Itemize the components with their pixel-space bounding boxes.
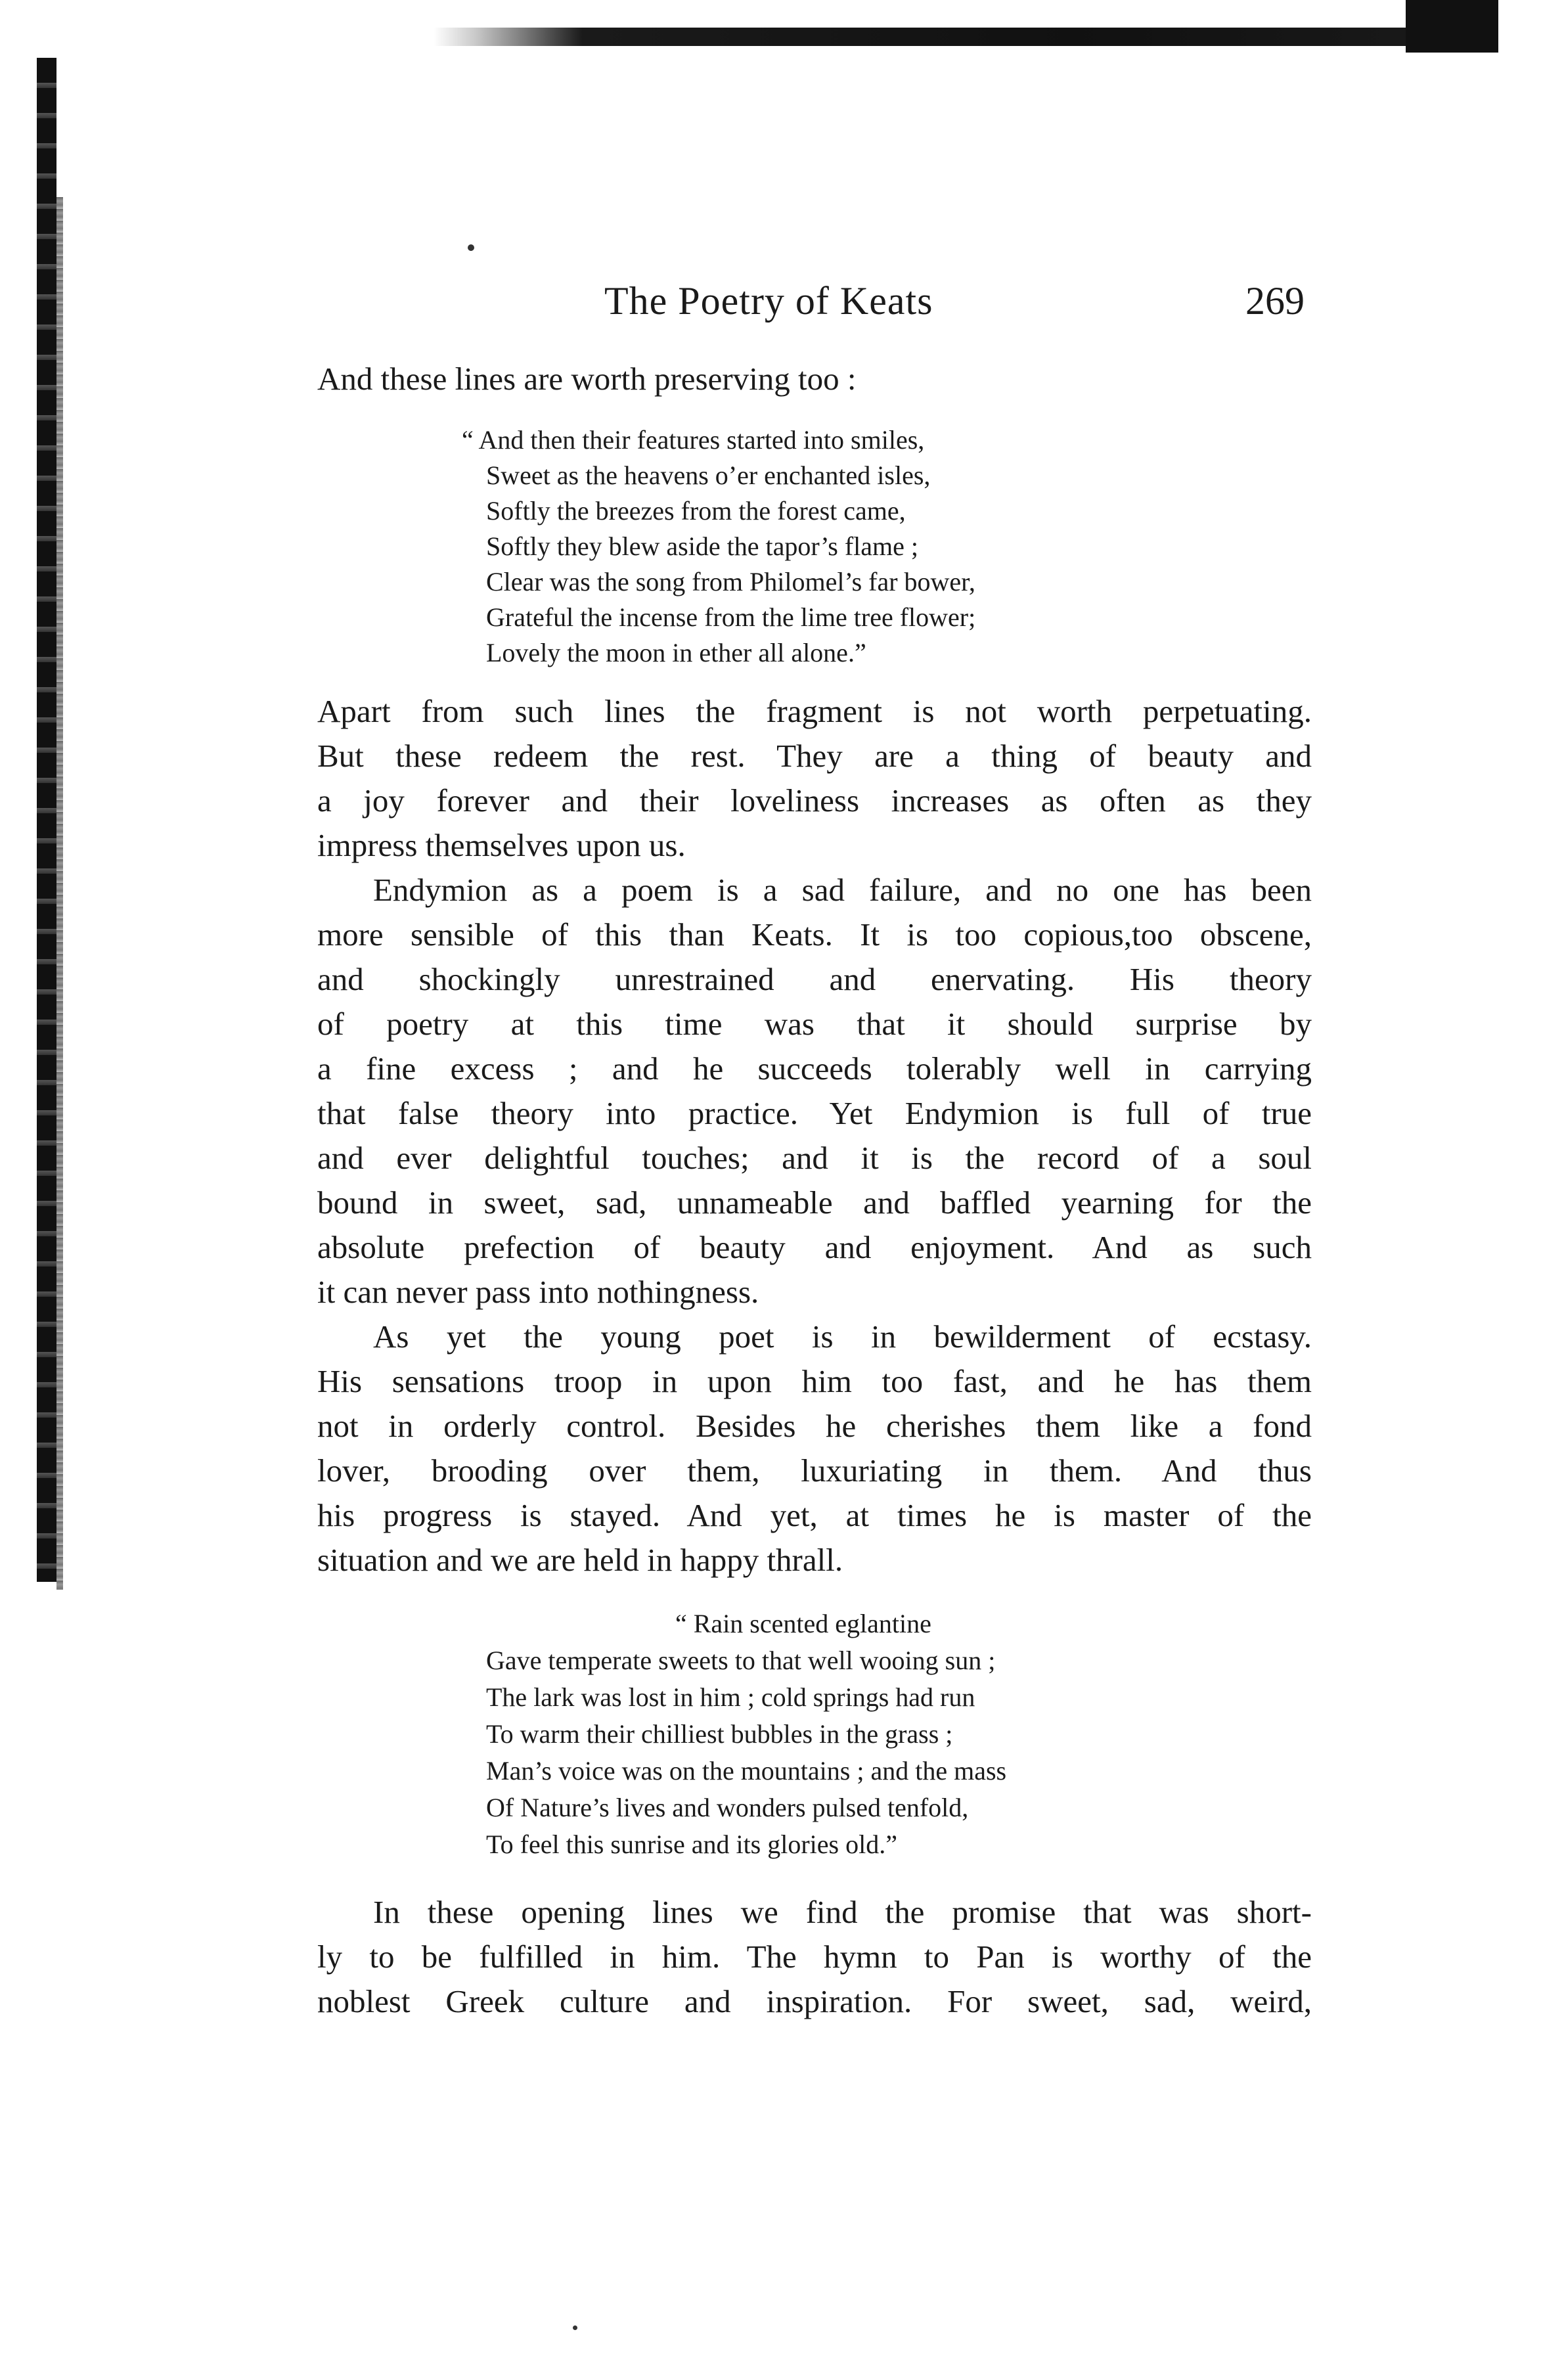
verse-line: Gave temperate sweets to that well wooing sun ; [486, 1646, 996, 1675]
paragraph-line: lover, brooding over them, luxuriating in them. And thus [317, 1452, 1312, 1489]
verse-line: Man’s voice was on the mountains ; and the mass [486, 1756, 1007, 1785]
paragraph-line: it can never pass into nothingness. [317, 1274, 759, 1310]
page-number: 269 [1245, 279, 1305, 323]
speck-mark [573, 2325, 577, 2330]
left-scan-edge [37, 58, 56, 1582]
paragraph-line: absolute prefection of beauty and enjoyment. And as such [317, 1229, 1312, 1265]
paragraph-line: bound in sweet, sad, unnameable and baffled yearning for the [317, 1184, 1312, 1221]
paragraph-line: In these opening lines we find the promise that was short- [373, 1894, 1312, 1930]
paragraph-line: and ever delightful touches; and it is the record of a soul [317, 1140, 1312, 1176]
paragraph-line: noblest Greek culture and inspiration. For sweet, sad, weird, [317, 1983, 1312, 2019]
verse-line: The lark was lost in him ; cold springs had run [486, 1682, 975, 1712]
verse-line: Sweet as the heavens o’er enchanted isles, [486, 460, 931, 490]
paragraph-line: not in orderly control. Besides he cherishes them like a fond [317, 1408, 1312, 1444]
paragraph-line: Endymion as a poem is a sad failure, and no one has been [373, 872, 1312, 908]
paragraph-line: situation and we are held in happy thrall. [317, 1542, 843, 1578]
paragraph-line: As yet the young poet is in bewilderment of ecstasy. [373, 1318, 1312, 1355]
verse-line: Grateful the incense from the lime tree flower; [486, 602, 976, 632]
paragraph-line: But these redeem the rest. They are a thing of beauty and [317, 738, 1312, 774]
top-scan-edge [1406, 0, 1498, 53]
verse-line: Softly the breezes from the forest came, [486, 496, 906, 526]
verse-line: “ Rain scented eglantine [675, 1609, 931, 1638]
paragraph-line: that false theory into practice. Yet Endymion is full of true [317, 1095, 1312, 1131]
verse-line: To warm their chilliest bubbles in the grass ; [486, 1719, 953, 1749]
verse-line: Clear was the song from Philomel’s far bower, [486, 567, 975, 596]
verse-line: To feel this sunrise and its glories old.” [486, 1830, 897, 1859]
paragraph-line: of poetry at this time was that it should surprise by [317, 1006, 1312, 1042]
paragraph-line: ly to be fulfilled in him. The hymn to Pan is worthy of the [317, 1939, 1312, 1975]
paragraph-line: impress themselves upon us. [317, 827, 686, 863]
verse-line: Softly they blew aside the tapor’s flame ; [486, 531, 918, 561]
paragraph-line: a joy forever and their loveliness increases as often as they [317, 782, 1312, 819]
paragraph-line: Apart from such lines the fragment is not worth perpetuating. [317, 693, 1312, 729]
top-scan-rule [434, 28, 1498, 46]
paragraph-line: and shockingly unrestrained and enervating. His theory [317, 961, 1312, 997]
paragraph-line: his progress is stayed. And yet, at times he is master of the [317, 1497, 1312, 1533]
speck-mark [468, 244, 474, 251]
verse-line: Of Nature’s lives and wonders pulsed tenfold, [486, 1793, 969, 1822]
verse-line: Lovely the moon in ether all alone.” [486, 638, 866, 667]
left-scan-shadow [56, 197, 63, 1590]
paragraph-line: His sensations troop in upon him too fast, and he has them [317, 1363, 1312, 1399]
page-running-head: The Poetry of Keats [604, 279, 933, 323]
paragraph-line: a fine excess ; and he succeeds tolerably well in carrying [317, 1050, 1312, 1087]
paragraph-line: more sensible of this than Keats. It is too copious,too obscene, [317, 916, 1312, 953]
intro-line: And these lines are worth preserving too : [317, 361, 857, 397]
verse-line: “ And then their features started into smiles, [462, 425, 925, 455]
